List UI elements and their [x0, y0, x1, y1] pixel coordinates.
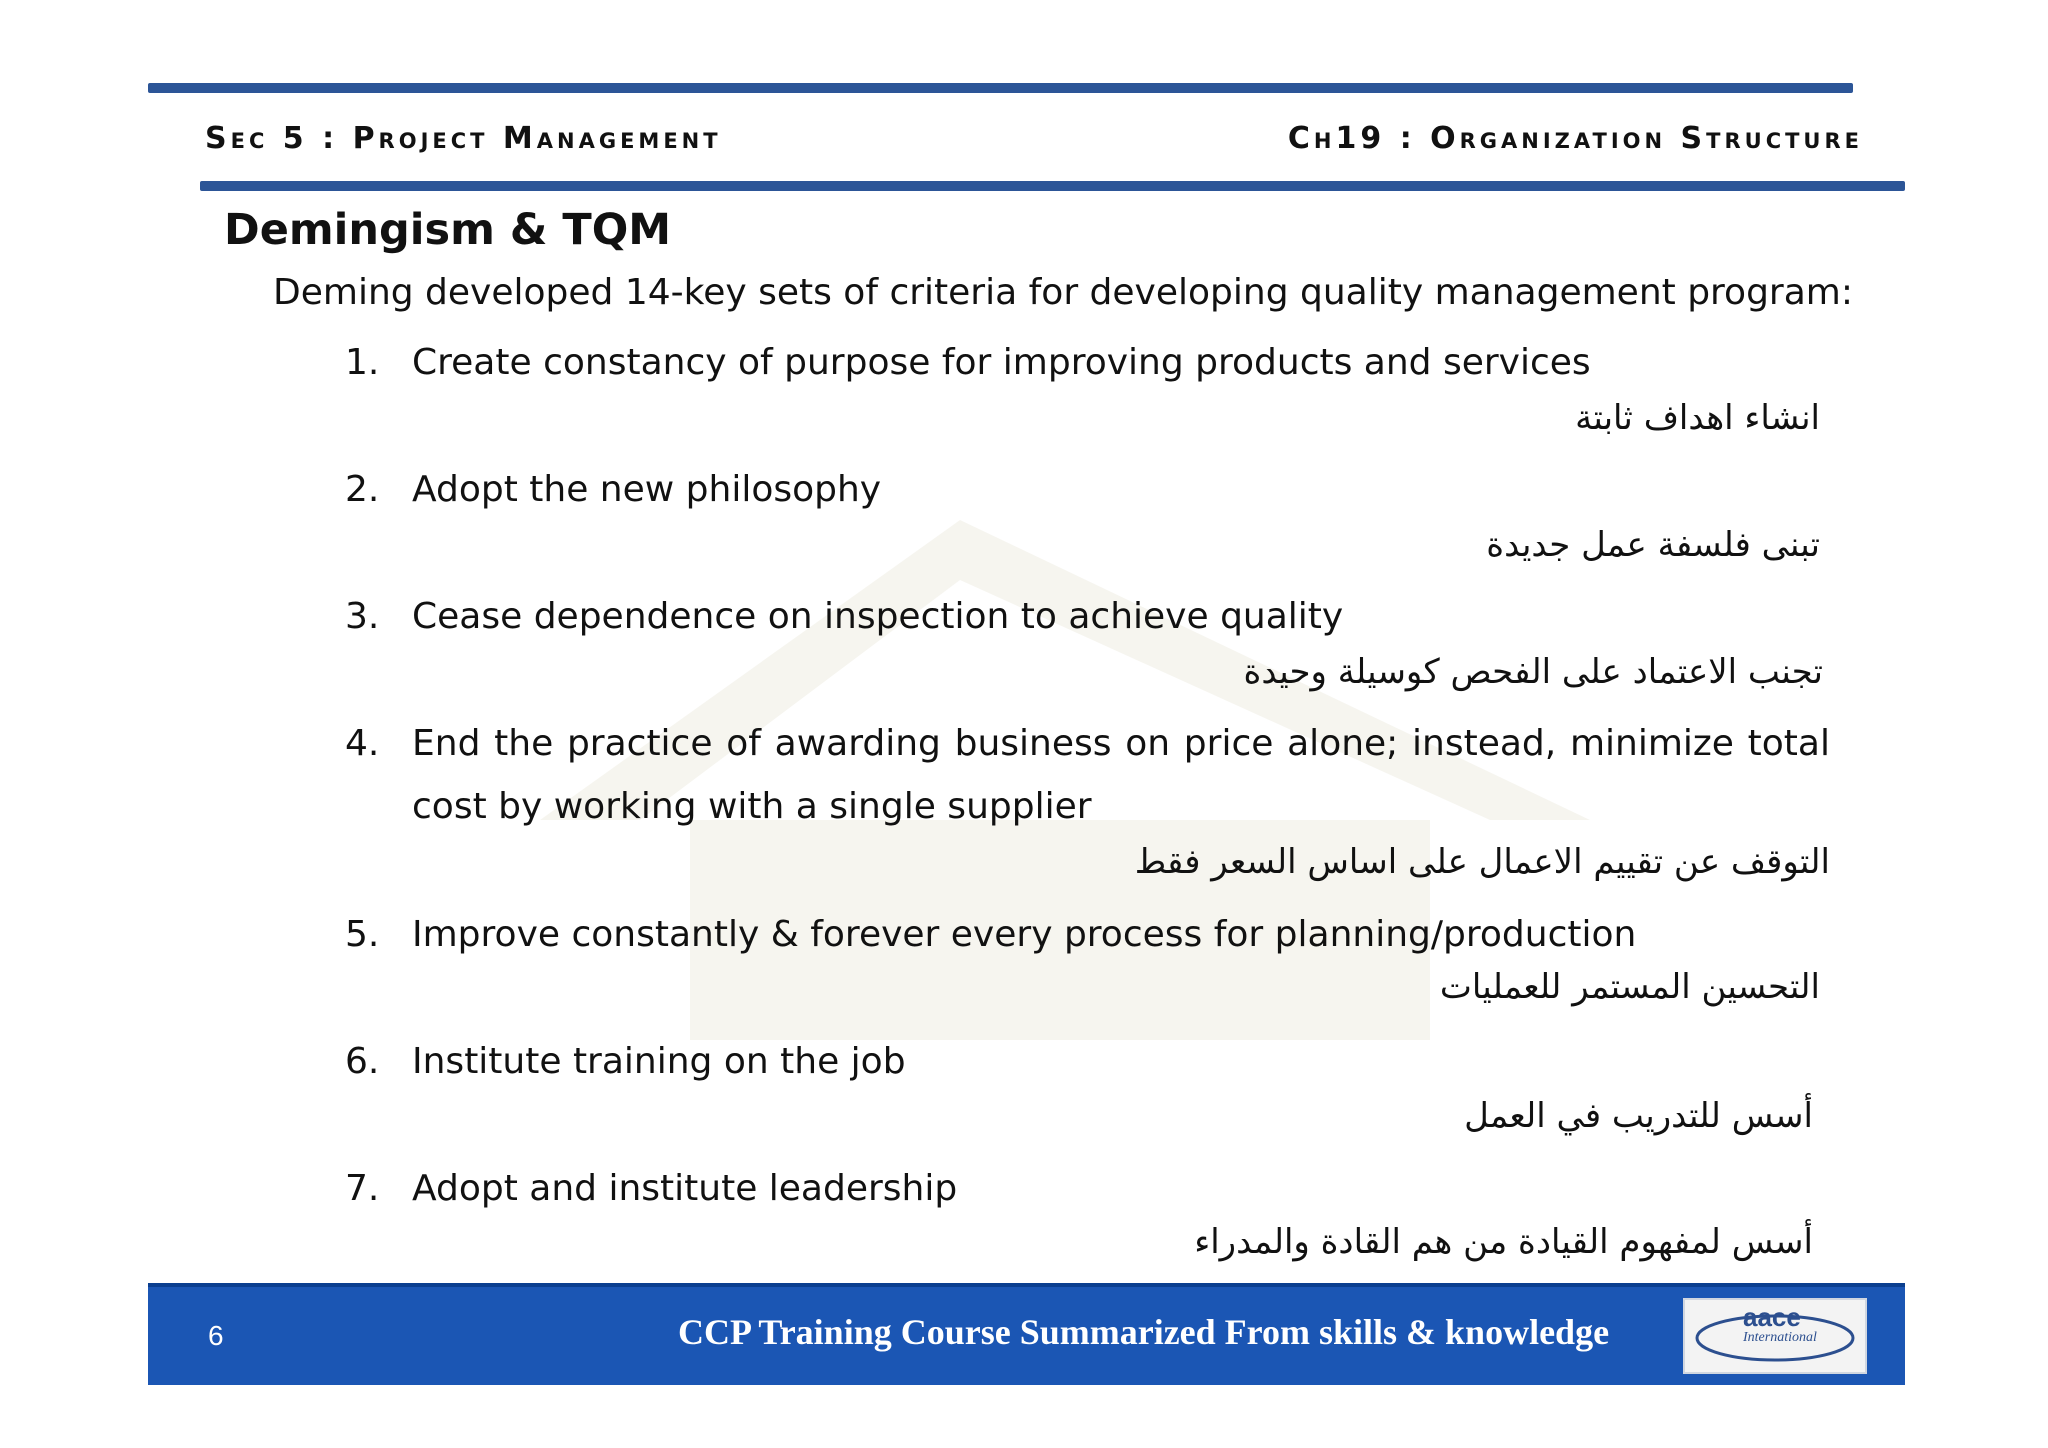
- list-item: [345, 712, 1830, 838]
- list-item-number: 4.: [345, 723, 380, 764]
- list-item-text: Adopt and institute leadership: [412, 1168, 958, 1209]
- list-item-text: Improve constantly & forever every process for planning/production: [412, 914, 1637, 955]
- arabic-translation: التوقف عن تقييم الاعمال على اساس السعر فقط: [1134, 842, 1830, 882]
- list-item-text: Cease dependence on inspection to achieve quality: [412, 596, 1344, 637]
- list-item: [345, 1030, 1830, 1093]
- list-item-number: 7.: [345, 1168, 380, 1209]
- list-item: [345, 458, 1830, 521]
- page-number: 6: [208, 1320, 224, 1351]
- slide-title: Demingism & TQM: [224, 205, 672, 255]
- list-item: [345, 331, 1830, 394]
- logo-subtitle: International: [1743, 1330, 1817, 1345]
- arabic-translation: أسس لمفهوم القيادة من هم القادة والمدراء: [1194, 1222, 1813, 1262]
- arabic-translation: أسس للتدريب في العمل: [1464, 1096, 1813, 1136]
- arabic-translation: تبنى فلسفة عمل جديدة: [1486, 525, 1820, 565]
- intro-text: Deming developed 14-key sets of criteria for developing quality management program:: [273, 272, 1853, 313]
- arabic-translation: التحسين المستمر للعمليات: [1439, 967, 1820, 1007]
- footer-text: CCP Training Course Summarized From skills & knowledge: [678, 1312, 1610, 1352]
- header-top-rule: [148, 83, 1853, 93]
- arabic-translation: تجنب الاعتماد على الفحص كوسيلة وحيدة: [1243, 652, 1823, 692]
- list-item-text: Create constancy of purpose for improving products and services: [412, 342, 1591, 383]
- arabic-translation: انشاء اهداف ثابتة: [1575, 398, 1820, 438]
- list-item: [345, 585, 1830, 648]
- footer-bar: [148, 1287, 1905, 1385]
- list-item-number: 2.: [345, 469, 380, 510]
- section-label: Sec 5 : Project Management: [205, 120, 722, 156]
- header-bottom-rule: [200, 181, 1905, 191]
- list-item-text: End the practice of awarding business on price alone; instead, minimize total cost by working with a single supplier: [412, 723, 1830, 827]
- running-header: [205, 118, 1863, 158]
- chapter-label: Ch19 : Organization Structure: [1287, 120, 1863, 156]
- list-item-text: Adopt the new philosophy: [412, 469, 882, 510]
- logo-word: aace: [1743, 1302, 1801, 1332]
- list-item-number: 1.: [345, 342, 380, 383]
- list-item-number: 5.: [345, 914, 380, 955]
- list-item-number: 6.: [345, 1041, 380, 1082]
- list-item: [345, 903, 1830, 966]
- aace-logo: [1683, 1298, 1867, 1374]
- list-item-text: Institute training on the job: [412, 1041, 906, 1082]
- list-item: [345, 1157, 1830, 1220]
- list-item-number: 3.: [345, 596, 380, 637]
